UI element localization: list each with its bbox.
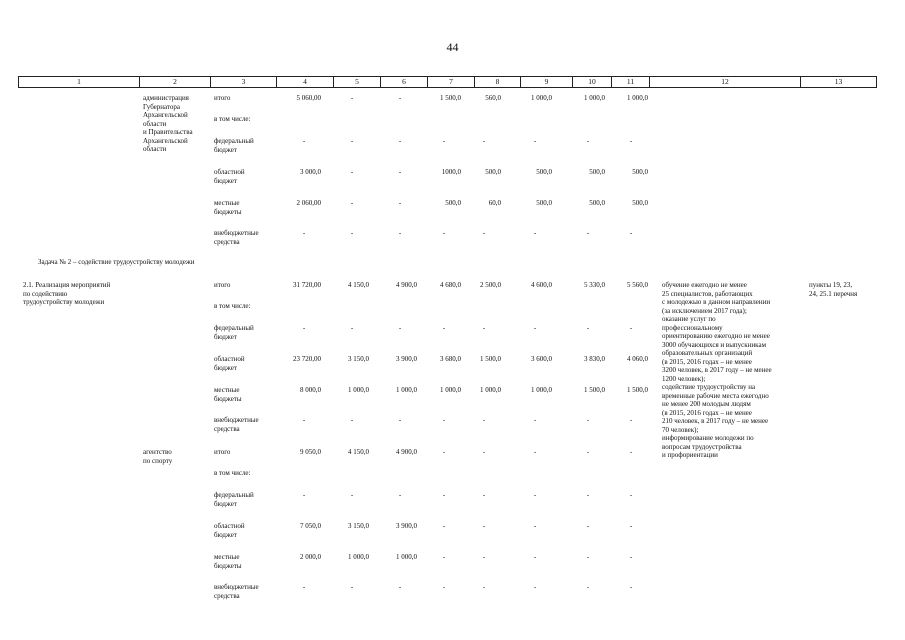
- funding-value: -: [398, 168, 402, 176]
- funding-value: -: [302, 137, 306, 145]
- funding-value: 4 900,0: [396, 448, 417, 456]
- row-label: итого: [214, 448, 231, 456]
- funding-value: 4 060,0: [627, 355, 648, 363]
- funding-value: 1 000,0: [348, 386, 369, 394]
- funding-value: 2 500,0: [480, 281, 501, 289]
- funding-value: -: [629, 324, 633, 332]
- row-label: итого: [214, 281, 231, 289]
- funding-value: 60,0: [488, 199, 501, 207]
- funding-value: 1 000,0: [584, 94, 605, 102]
- funding-value: 1000,0: [441, 168, 461, 176]
- funding-value: 1 000,0: [396, 553, 417, 561]
- row-label: в том числе:: [214, 469, 251, 477]
- funding-value: 5 060,00: [296, 94, 321, 102]
- funding-value: 1 500,0: [627, 386, 648, 394]
- header-cell: 2: [140, 77, 211, 88]
- funding-value: -: [350, 199, 354, 207]
- row-label: итого: [214, 94, 231, 102]
- header-cell: 3: [211, 77, 277, 88]
- funding-value: -: [350, 94, 354, 102]
- funding-value: 500,0: [536, 199, 552, 207]
- funding-value: 5 560,0: [627, 281, 648, 289]
- funding-value: 23 720,00: [293, 355, 321, 363]
- funding-value: 1 000,0: [396, 386, 417, 394]
- funding-value: 7 050,0: [300, 522, 321, 530]
- funding-value: -: [302, 491, 306, 499]
- funding-value: 500,0: [632, 199, 648, 207]
- funding-value: -: [398, 491, 402, 499]
- funding-value: 1 500,0: [584, 386, 605, 394]
- funding-value: -: [442, 491, 446, 499]
- row-label: местные бюджеты: [214, 199, 242, 216]
- funding-value: 4 600,0: [531, 281, 552, 289]
- funding-value: 3 150,0: [348, 522, 369, 530]
- funding-value: 2 000,0: [300, 553, 321, 561]
- row-label: местные бюджеты: [214, 386, 242, 403]
- row-label: внебюджетные средства: [214, 583, 259, 600]
- measure-title: 2.1. Реализация мероприятий по содействию трудоустройству молодежи: [23, 281, 111, 306]
- funding-value: 5 330,0: [584, 281, 605, 289]
- funding-value: -: [350, 168, 354, 176]
- executor-sport-agency: агентство по спорту: [143, 448, 173, 465]
- header-cell: 4: [277, 77, 334, 88]
- funding-value: 2 060,00: [296, 199, 321, 207]
- funding-value: -: [302, 416, 306, 424]
- funding-value: -: [629, 553, 633, 561]
- funding-value: -: [586, 416, 590, 424]
- funding-value: -: [482, 553, 486, 561]
- funding-value: -: [482, 491, 486, 499]
- funding-value: -: [533, 229, 537, 237]
- expected-results: обучение ежегодно не менее 25 специалистов, работающих с молодежью в данном направлении (за исключением 2017 года); оказание услуг по профессиональному ориентированию ежегодно не менее 3000 обучающихся и выпускникам образовательных организаций (в 2015, 2016 годах – не менее 3200 человек, в 2017 году – не менее 1200 человек); содействие трудоустройству на временные рабочие места ежегодно не менее 200 молодым людям (в 2015, 2016 годах – не менее 210 человек, в 2017 году – не менее 70 человек); информирование молодежи по вопросам трудоустройства и профориентации: [662, 281, 772, 459]
- funding-value: -: [398, 199, 402, 207]
- funding-value: -: [302, 324, 306, 332]
- funding-value: -: [629, 583, 633, 591]
- funding-value: 500,0: [485, 168, 501, 176]
- funding-value: -: [533, 491, 537, 499]
- funding-value: -: [350, 324, 354, 332]
- funding-value: 1 000,0: [348, 553, 369, 561]
- funding-value: 1 000,0: [627, 94, 648, 102]
- funding-value: -: [482, 448, 486, 456]
- funding-value: 1 000,0: [531, 386, 552, 394]
- funding-value: 500,0: [589, 168, 605, 176]
- list-points: пункты 19, 23, 24, 25.1 перечня: [809, 281, 858, 298]
- funding-value: -: [533, 553, 537, 561]
- funding-value: 1 500,0: [440, 94, 461, 102]
- funding-value: 9 050,0: [300, 448, 321, 456]
- funding-value: -: [482, 137, 486, 145]
- funding-value: -: [586, 137, 590, 145]
- funding-value: -: [350, 229, 354, 237]
- funding-value: 3 830,0: [584, 355, 605, 363]
- funding-value: -: [442, 137, 446, 145]
- header-cell: 7: [428, 77, 475, 88]
- row-label: федеральный бюджет: [214, 491, 254, 508]
- header-cell: 1: [19, 77, 140, 88]
- funding-value: 560,0: [485, 94, 501, 102]
- funding-value: -: [350, 583, 354, 591]
- page-number: 44: [446, 40, 459, 54]
- funding-value: -: [629, 522, 633, 530]
- funding-value: -: [629, 448, 633, 456]
- funding-value: 1 500,0: [480, 355, 501, 363]
- row-label: внебюджетные средства: [214, 416, 259, 433]
- task-heading: Задача № 2 – содействие трудоустройству молодежи: [38, 258, 195, 266]
- row-label: в том числе:: [214, 302, 251, 310]
- funding-value: -: [398, 583, 402, 591]
- funding-value: -: [398, 229, 402, 237]
- row-label: внебюджетные средства: [214, 229, 259, 246]
- funding-value: 3 600,0: [531, 355, 552, 363]
- funding-value: -: [482, 324, 486, 332]
- funding-value: 8 000,0: [300, 386, 321, 394]
- funding-value: -: [398, 94, 402, 102]
- funding-value: -: [533, 416, 537, 424]
- row-label: областной бюджет: [214, 168, 245, 185]
- funding-value: -: [482, 416, 486, 424]
- row-label: федеральный бюджет: [214, 324, 254, 341]
- funding-value: -: [533, 522, 537, 530]
- funding-value: -: [482, 522, 486, 530]
- header-cell: 10: [573, 77, 612, 88]
- funding-value: 3 150,0: [348, 355, 369, 363]
- funding-value: -: [586, 491, 590, 499]
- funding-value: -: [533, 448, 537, 456]
- funding-value: -: [442, 553, 446, 561]
- funding-value: 4 150,0: [348, 281, 369, 289]
- funding-value: -: [442, 448, 446, 456]
- funding-value: 3 000,0: [300, 168, 321, 176]
- funding-value: 1 000,0: [480, 386, 501, 394]
- funding-value: -: [533, 583, 537, 591]
- funding-value: -: [398, 416, 402, 424]
- executor-administration: администрация Губернатора Архангельской области и Правительства Архангельской области: [143, 94, 193, 153]
- funding-value: -: [629, 491, 633, 499]
- funding-value: 4 680,0: [440, 281, 461, 289]
- row-label: федеральный бюджет: [214, 137, 254, 154]
- row-label: в том числе:: [214, 115, 251, 123]
- funding-value: -: [350, 491, 354, 499]
- column-header-table: [18, 76, 877, 88]
- funding-value: -: [302, 229, 306, 237]
- funding-value: -: [586, 324, 590, 332]
- header-cell: 5: [334, 77, 381, 88]
- funding-value: 3 680,0: [440, 355, 461, 363]
- header-cell: 6: [381, 77, 428, 88]
- funding-value: -: [533, 137, 537, 145]
- funding-value: -: [533, 324, 537, 332]
- funding-value: 3 900,0: [396, 522, 417, 530]
- funding-value: -: [398, 137, 402, 145]
- funding-value: -: [398, 324, 402, 332]
- header-cell: 9: [521, 77, 573, 88]
- header-cell: 12: [650, 77, 801, 88]
- funding-value: -: [586, 448, 590, 456]
- funding-value: 4 150,0: [348, 448, 369, 456]
- row-label: местные бюджеты: [214, 553, 242, 570]
- funding-value: -: [442, 324, 446, 332]
- funding-value: -: [302, 583, 306, 591]
- funding-value: 31 720,00: [293, 281, 321, 289]
- funding-value: -: [442, 583, 446, 591]
- funding-value: -: [350, 137, 354, 145]
- funding-value: -: [586, 229, 590, 237]
- funding-value: -: [442, 522, 446, 530]
- funding-value: -: [629, 137, 633, 145]
- funding-value: -: [442, 229, 446, 237]
- funding-value: -: [482, 583, 486, 591]
- header-cell: 8: [475, 77, 521, 88]
- funding-value: -: [482, 229, 486, 237]
- row-label: областной бюджет: [214, 522, 245, 539]
- funding-value: -: [586, 522, 590, 530]
- funding-value: -: [586, 553, 590, 561]
- header-row: [19, 77, 877, 88]
- funding-value: 1 000,0: [531, 94, 552, 102]
- funding-value: 3 900,0: [396, 355, 417, 363]
- funding-value: 500,0: [536, 168, 552, 176]
- funding-value: 1 000,0: [440, 386, 461, 394]
- funding-value: 500,0: [632, 168, 648, 176]
- funding-value: 500,0: [445, 199, 461, 207]
- funding-value: 500,0: [589, 199, 605, 207]
- header-cell: 11: [612, 77, 650, 88]
- row-label: областной бюджет: [214, 355, 245, 372]
- funding-value: -: [442, 416, 446, 424]
- funding-value: -: [350, 416, 354, 424]
- funding-value: -: [586, 583, 590, 591]
- funding-value: -: [629, 416, 633, 424]
- header-cell: 13: [801, 77, 877, 88]
- funding-value: 4 900,0: [396, 281, 417, 289]
- funding-value: -: [629, 229, 633, 237]
